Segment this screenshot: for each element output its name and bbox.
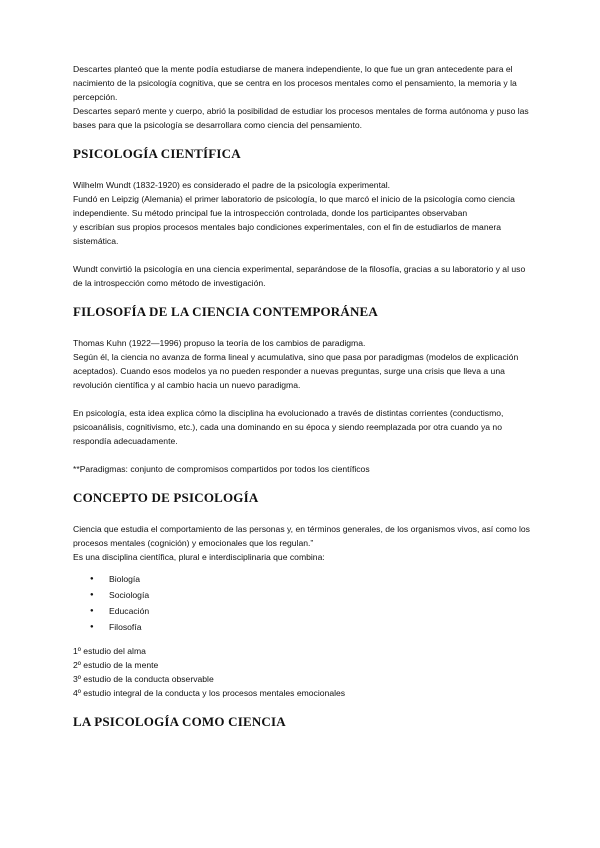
section-heading-psicologia-ciencia: LA PSICOLOGÍA COMO CIENCIA bbox=[73, 714, 286, 729]
kuhn-paragraph-1: Thomas Kuhn (1922—1996) propuso la teoría de los cambios de paradigma. bbox=[73, 338, 366, 348]
disciplines-list bbox=[73, 572, 533, 634]
stage-line: 4º estudio integral de la conducta y los procesos mentales emocionales bbox=[73, 688, 346, 698]
intro-paragraph-2: Descartes separó mente y cuerpo, abrió la posibilidad de estudiar los procesos mentales de forma autónoma y puso las bases para que la psicología se desarrollara como ciencia del pensamiento. bbox=[73, 106, 529, 130]
section-heading-psicologia-cientifica: PSICOLOGÍA CIENTÍFICA bbox=[73, 146, 241, 161]
list-item: ● Biología bbox=[73, 572, 533, 586]
list-item: ● Filosofía bbox=[73, 620, 533, 634]
section-heading-filosofia-ciencia: FILOSOFÍA DE LA CIENCIA CONTEMPORÁNEA bbox=[73, 304, 378, 319]
section-heading-concepto-psicologia: CONCEPTO DE PSICOLOGÍA bbox=[73, 490, 259, 505]
stage-line: 3º estudio de la conducta observable bbox=[73, 674, 214, 684]
wundt-paragraph-2: Fundó en Leipzig (Alemania) el primer laboratorio de psicología, lo que marcó el inicio de la psicología como ciencia independiente. Su método principal fue la introspección controlada, donde los participantes observaban bbox=[73, 194, 515, 218]
document-page bbox=[73, 62, 533, 746]
kuhn-paragraph-3: En psicología, esta idea explica cómo la disciplina ha evolucionado a través de distintas corrientes (conductismo, psicoanálisis, cognitivismo, etc.), cada una dominando en su época y siendo reemplazada por otra cuando ya no respondía adecuadamente. bbox=[73, 408, 504, 446]
list-item: ● Educación bbox=[73, 604, 533, 618]
intro-paragraph-1: Descartes planteó que la mente podía estudiarse de manera independiente, lo que fue un gran antecedente para el nacimiento de la psicología cognitiva, que se centra en los procesos mentales como el pensamiento, la memoria y la percepción. bbox=[73, 64, 517, 102]
wundt-paragraph-3: y escribían sus propios procesos mentales bajo condiciones experimentales, con el fin de estudiarlos de manera sistemática. bbox=[73, 222, 502, 246]
list-item: ● Sociología bbox=[73, 588, 533, 602]
stage-line: 1º estudio del alma bbox=[73, 646, 146, 656]
wundt-paragraph-4: Wundt convirtió la psicología en una ciencia experimental, separándose de la filosofía, gracias a su laboratorio y al uso de la introspección como método de investigación. bbox=[73, 264, 526, 288]
stage-line: 2º estudio de la mente bbox=[73, 660, 159, 670]
kuhn-paragraph-2: Según él, la ciencia no avanza de forma lineal y acumulativa, sino que pasa por paradigmas (modelos de explicación aceptados). Cuando esos modelos ya no pueden responder a nuevas preguntas, surge una crisis que lleva a una revolución científica y al cambio hacia un nuevo paradigma. bbox=[73, 352, 519, 390]
concept-paragraph-2: Es una disciplina científica, plural e interdisciplinaria que combina: bbox=[73, 552, 325, 562]
wundt-paragraph-1: Wilhelm Wundt (1832-1920) es considerado el padre de la psicología experimental. bbox=[73, 180, 391, 190]
paradigm-note: **Paradigmas: conjunto de compromisos compartidos por todos los científicos bbox=[73, 464, 370, 474]
concept-paragraph-1: Ciencia que estudia el comportamiento de las personas y, en términos generales, de los organismos vivos, así como los procesos mentales (cognición) y emocionales que los regulan.” bbox=[73, 524, 530, 548]
